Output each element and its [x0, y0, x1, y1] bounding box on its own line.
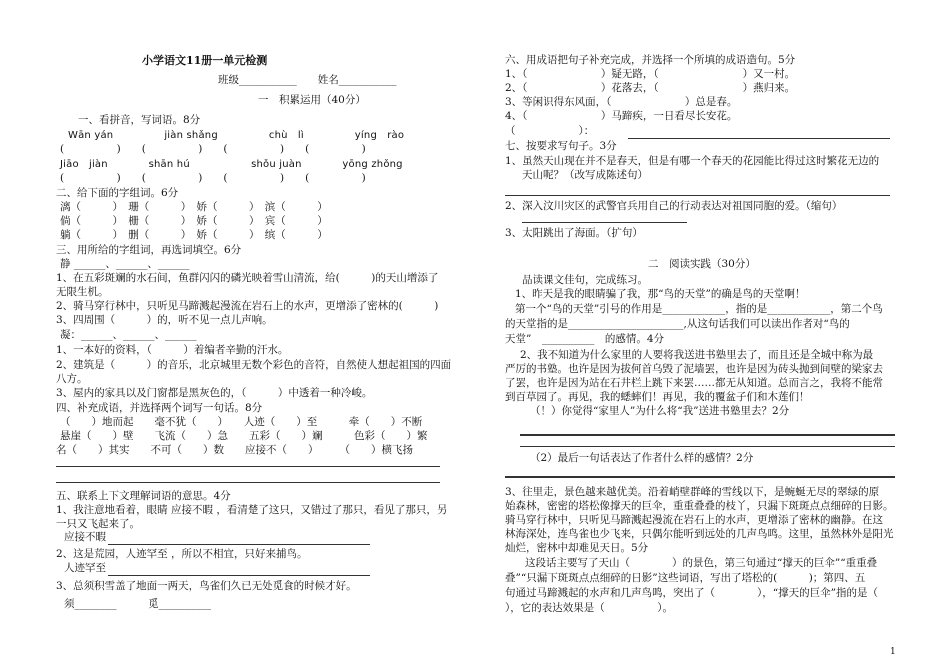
q2-row: 倘（ ） 栅（ ） 娇（ ） 宾（ ）	[60, 215, 328, 227]
reading-text: 这段话主要写了天山（ ）的景色，第三句通过“撑天的巨伞”“重重叠	[525, 557, 878, 569]
q5-term: 应接不暇	[64, 531, 106, 543]
q4-idiom-row: （ ）地而起 毫不犹（ ） 人迹（ ）至 牵（ ）不断	[60, 416, 423, 428]
reading-text: 句通过马蹄溅起的水声和几声鸟鸣，突出了（ ），“撑天的巨伞”指的是（	[505, 587, 878, 599]
answer-line	[56, 482, 440, 483]
q7-heading: 七、按要求写句子。3分	[505, 140, 617, 152]
reading-text: 骑马穿行林中，只听见马蹄溅起漫流在岩石上的水声，更增添了密林的幽静。在这	[505, 514, 883, 526]
answer-line	[56, 466, 440, 467]
page-number: 1	[890, 647, 896, 657]
reading-text: 了罢，也许是因为站在石井栏上跳下来罢……都无从知道。总而言之，我将不能常	[505, 377, 883, 389]
q5-terms: 须________ 觅__________	[64, 598, 211, 610]
q1-pinyin-row-2: Jiāo jiàn shān hú shǒu juàn yōng zhǒng	[60, 159, 403, 170]
reading-text: 严厉的书塾。也许是因为拔何首乌毁了泥墙罢，也许是因为砖头抛到间壁的梁家去	[505, 363, 883, 375]
reading-text: 第一个“鸟的天堂”引号的作用是____________，指的是____________，第二个鸟	[515, 303, 883, 315]
answer-line	[520, 434, 895, 436]
class-name-line: 班级___________ 姓名___________	[218, 74, 397, 86]
reading-text: 灿烂，密林中却难见天日。5分	[505, 542, 649, 554]
q5-term: 人迹罕至	[64, 562, 106, 574]
q3-sentence: 八方。	[56, 373, 88, 385]
q3-sentence: 1、一本好的资料，（ ）着编者辛勤的汗水。	[56, 344, 289, 356]
answer-line	[108, 575, 370, 576]
q3-jing-words: 静 ______、______、______	[60, 258, 190, 270]
q4-idiom-row: 悬崖（ ）壁 飞流（ ）急 五彩（ ）斓 色彩（ ）繁	[60, 430, 428, 442]
q3-sentence: 2、建筑是（ ）的音乐，北京城里无数个彩色的音符，自然使人想起祖国的四面	[56, 359, 452, 371]
q3-sentence: 2、骑马穿行林中，只听见马蹄溅起漫流在岩石上的水声，更增添了密林的( )	[56, 300, 439, 312]
answer-line	[108, 544, 370, 545]
q4-heading: 四、补充成语，并选择两个词写一句话。8分	[56, 402, 263, 414]
q6-line: 4、（ ）马蹄疾，一日看尽长安花。	[505, 110, 738, 122]
q1-answer-row-2: ( ) ( ) ( ) ( )	[60, 172, 366, 184]
q1-heading: 一、看拼音，写词语。8分	[78, 114, 201, 126]
reading-text: 林海深处，连鸟雀也少飞来，只偶尔能听到远处的几声鸟鸣。这里，虽然林外是阳光	[505, 528, 894, 540]
answer-line	[628, 138, 890, 139]
reading-question: （2）最后一句话表达了作者什么样的感情？2分	[530, 452, 754, 464]
q5-sentence: 2、这是荒园，人迹罕至 ，所以不相宜，只好来捕鸟。	[56, 548, 308, 560]
q5-heading: 五、联系上下文理解词语的意思。4分	[56, 490, 231, 502]
q5-sentence: 1、我注意地看着，眼睛 应接不暇 ，看清楚了这只，又错过了那只，看见了那只，另	[56, 504, 448, 516]
reading-text: 叠”“只漏下斑斑点点细碎的日影”这些词语，写出了塔松的( )；第四、五	[505, 572, 866, 584]
reading-text: 1、昨天是我的眼睛骗了我，那“鸟的天堂”的确是鸟的天堂啊！	[515, 288, 806, 300]
q2-heading: 二、给下面的字组词。6分	[56, 187, 179, 199]
page-title: 小学语文11册一单元检测	[142, 54, 268, 67]
q6-sentence-line: （ ）：	[505, 125, 595, 137]
q3-sentence: 无限生机。	[56, 286, 109, 298]
q5-sentence: 一只又飞起来了。	[56, 518, 140, 530]
q6-heading: 六、用成语把句子补充完成，并选择一个所填的成语造句。5分	[505, 54, 796, 66]
answer-line	[505, 476, 895, 478]
q5-sentence: 3、总须积雪盖了地面一两天，鸟雀们久已无处觅食的时候才好。	[56, 580, 357, 592]
q6-line: 1、（ ）疑无路，（ ）又一村。	[505, 68, 796, 80]
reading-question: （！）你觉得“家里人”为什么将“我”送进书塾里去？2分	[530, 405, 790, 417]
q7-sentence: 3、太阳跳出了海面。（扩句）	[505, 227, 643, 239]
answer-line	[520, 446, 895, 447]
q3-sentence: 3、四周围（ ）的，听不见一点儿声响。	[56, 314, 273, 326]
q1-pinyin-row-1: Wān yán jiàn shǎng chù lì yíng rào	[68, 130, 405, 141]
reading-text: 始森林，密密的塔松像撑天的巨伞，重重叠叠的枝丫，只漏下斑斑点点细碎的日影。	[505, 500, 894, 512]
q7-sentence: 2、深入汶川灾区的武警官兵用自己的行动表达对祖国同胞的爱。（缩句）	[505, 200, 843, 212]
q2-row: 躺（ ） 删（ ） 娇（ ） 缤（ ）	[60, 229, 328, 241]
q3-heading: 三、用所给的字组词，再选词填空。6分	[56, 244, 242, 256]
reading-text: 到百草园了。再见，我的蟋蟀们！再见，我的覆盆子们和木莲们！	[505, 391, 810, 403]
q6-line: 3、等闲识得东风面，（ ）总是春。	[505, 96, 738, 108]
q6-line: 2、（ ）花落去，（ ）燕归来。	[505, 82, 796, 94]
q3-sentence: 3、屋内的家具以及门窗都是黑灰色的，（ ）中透着一种冷峻。	[56, 387, 373, 399]
part2-heading: 二 阅读实践（30分）	[648, 258, 756, 270]
reading-text: 天堂” __________ 的感情。4分	[505, 333, 665, 345]
reading-text: 2、我不知道为什么家里的人要将我送进书塾里去了，而且还是全城中称为最	[520, 349, 874, 361]
q2-row: 漓（ ） 珊（ ） 娇（ ） 滨（ ）	[60, 201, 328, 213]
q4-idiom-row: 名（ ）其实 不可（ ）数 应接不（ ） （ ）横飞扬	[56, 444, 413, 456]
reading-text: ），它的表达效果是（ ）。	[505, 602, 673, 614]
q3-ning-words: 凝：______、______、______	[60, 329, 197, 341]
q7-sentence: 天山呢？（改写成陈述句）	[522, 169, 648, 181]
reading-text: 的天堂指的是______________________,从这句话我们可以读出作者对“鸟的	[505, 318, 850, 330]
answer-line	[505, 195, 890, 196]
q7-sentence: 1、虽然天山现在并不是春天，但是有哪一个春天的花园能比得过这时繁花无边的	[505, 155, 880, 167]
reading-intro: 品读课文佳句，完成练习。	[522, 274, 648, 286]
reading-text: 3、往里走，景色越来越优美。沿着峭壁群峰的雪线以下，是蜿蜒无尽的翠绿的原	[505, 486, 880, 498]
q3-sentence: 1、在五彩斑斓的水石间，鱼群闪闪的磷光映着雪山清流，给( )的天山增添了	[56, 272, 439, 284]
part1-heading: 一 积累运用（40分）	[258, 94, 366, 106]
answer-line	[522, 222, 687, 223]
q1-answer-row-1: ( ) ( ) ( ) ( )	[60, 143, 366, 155]
